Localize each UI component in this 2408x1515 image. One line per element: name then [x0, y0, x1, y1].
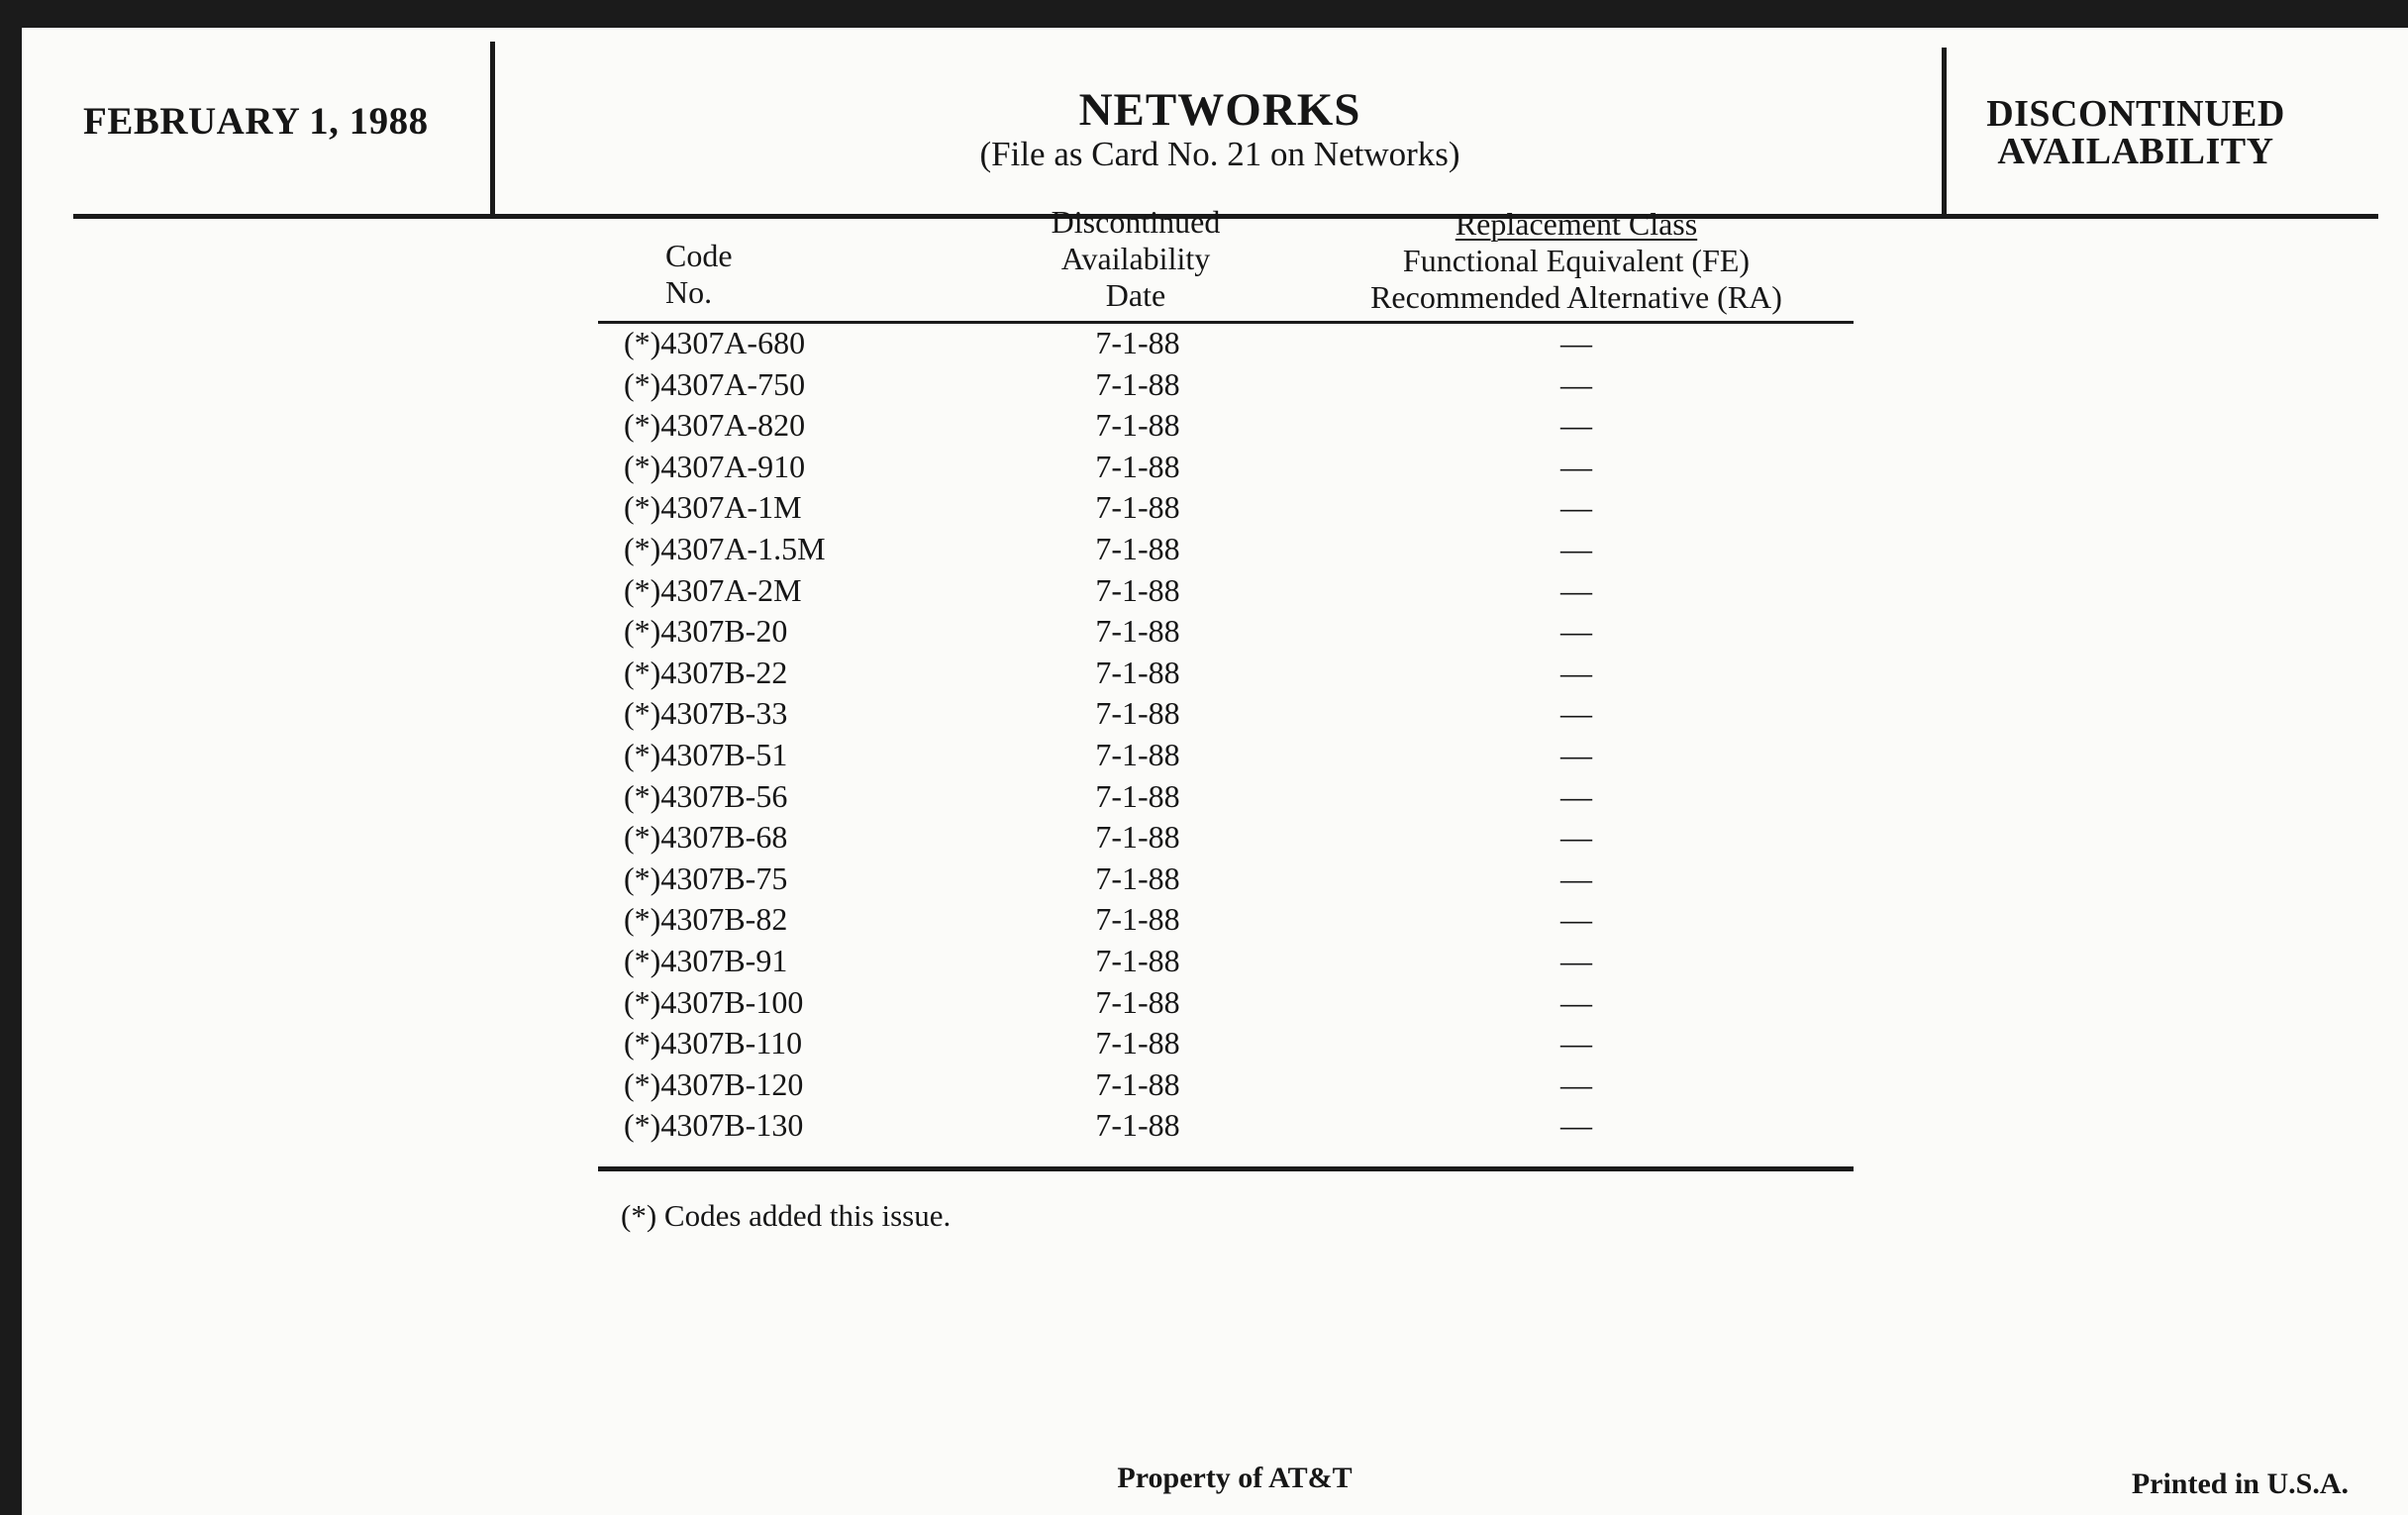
replacement-class: — [1560, 1065, 1592, 1102]
table-bottom-rule [598, 1166, 1854, 1171]
table-row [598, 694, 1854, 736]
replacement-class: — [1560, 777, 1592, 814]
column-header-code-line2: No. [665, 274, 713, 310]
replacement-class: — [1560, 448, 1592, 484]
replacement-class: — [1560, 942, 1592, 978]
discontinued-date: 7-1-88 [1095, 1025, 1180, 1061]
table-row [598, 324, 1854, 365]
replacement-class: — [1560, 365, 1592, 402]
replacement-class: — [1560, 983, 1592, 1020]
column-header-date-line3: Date [1105, 277, 1166, 313]
header-date: FEBRUARY 1, 1988 [83, 100, 429, 143]
replacement-class: — [1560, 571, 1592, 608]
code-number: (*)4307A-750 [624, 365, 806, 402]
column-header-code-line1: Code [665, 238, 733, 273]
discontinued-date: 7-1-88 [1095, 489, 1180, 526]
document-card [22, 28, 2408, 1515]
discontinued-date: 7-1-88 [1095, 859, 1180, 896]
column-header-replacement-line1: Replacement Class [1455, 206, 1698, 242]
header-divider-right [1942, 48, 1947, 218]
table-row [598, 448, 1854, 489]
code-number: (*)4307A-910 [624, 448, 806, 484]
discontinued-date: 7-1-88 [1095, 983, 1180, 1020]
code-number: (*)4307A-1.5M [624, 530, 826, 566]
discontinued-date: 7-1-88 [1095, 695, 1180, 732]
code-number: (*)4307B-75 [624, 859, 788, 896]
replacement-class: — [1560, 1107, 1592, 1144]
discontinued-date: 7-1-88 [1095, 365, 1180, 402]
table-row [598, 777, 1854, 819]
table-row [598, 1106, 1854, 1148]
replacement-class: — [1560, 489, 1592, 526]
column-header-date-line1: Discontinued [1051, 204, 1221, 240]
header-status-line1: DISCONTINUED [1986, 93, 2285, 135]
code-number: (*)4307B-110 [624, 1025, 803, 1061]
code-number: (*)4307B-20 [624, 613, 788, 650]
discontinued-date: 7-1-88 [1095, 407, 1180, 444]
column-header-date-line2: Availability [1060, 241, 1211, 276]
table-row [598, 654, 1854, 695]
table-row [598, 900, 1854, 942]
column-header-replacement-line3: Recommended Alternative (RA) [1370, 279, 1782, 315]
discontinued-date: 7-1-88 [1095, 1107, 1180, 1144]
page-title: NETWORKS [1078, 84, 1361, 136]
table-row [598, 571, 1854, 613]
header-status-line2: AVAILABILITY [1997, 131, 2274, 172]
table-body [598, 324, 1854, 1148]
discontinued-date: 7-1-88 [1095, 571, 1180, 608]
footnote: (*) Codes added this issue. [621, 1198, 952, 1233]
code-number: (*)4307B-22 [624, 654, 788, 690]
footer-property: Property of AT&T [1117, 1462, 1353, 1494]
table-row [598, 736, 1854, 777]
table-row [598, 859, 1854, 901]
code-number: (*)4307B-56 [624, 777, 788, 814]
replacement-class: — [1560, 736, 1592, 772]
table-row [598, 406, 1854, 448]
code-number: (*)4307A-2M [624, 571, 802, 608]
table-row [598, 1024, 1854, 1065]
code-number: (*)4307A-680 [624, 325, 806, 360]
discontinued-date: 7-1-88 [1095, 1065, 1180, 1102]
code-number: (*)4307B-91 [624, 942, 788, 978]
table-row [598, 530, 1854, 571]
replacement-class: — [1560, 407, 1592, 444]
code-number: (*)4307B-100 [624, 983, 804, 1020]
replacement-class: — [1560, 859, 1592, 896]
column-header-date [972, 204, 1299, 314]
code-number: (*)4307B-68 [624, 819, 788, 856]
table-row [598, 1065, 1854, 1107]
column-header-replacement [1299, 206, 1854, 316]
table-row [598, 612, 1854, 654]
discontinued-date: 7-1-88 [1095, 530, 1180, 566]
header-divider-left [490, 42, 495, 218]
header-title-block [497, 85, 1943, 174]
replacement-class: — [1560, 819, 1592, 856]
code-number: (*)4307B-130 [624, 1107, 804, 1144]
discontinued-date: 7-1-88 [1095, 901, 1180, 938]
discontinued-date: 7-1-88 [1095, 448, 1180, 484]
discontinued-date: 7-1-88 [1095, 942, 1180, 978]
replacement-class: — [1560, 325, 1592, 360]
code-number: (*)4307B-33 [624, 695, 788, 732]
replacement-class: — [1560, 654, 1592, 690]
column-header-code [665, 238, 923, 311]
replacement-class: — [1560, 613, 1592, 650]
replacement-class: — [1560, 901, 1592, 938]
discontinued-date: 7-1-88 [1095, 613, 1180, 650]
code-number: (*)4307B-82 [624, 901, 788, 938]
table-row [598, 818, 1854, 859]
header-status [1948, 95, 2324, 170]
table-row [598, 488, 1854, 530]
code-number: (*)4307B-51 [624, 736, 788, 772]
column-header-replacement-line2: Functional Equivalent (FE) [1402, 243, 1751, 278]
replacement-class: — [1560, 530, 1592, 566]
table-row [598, 942, 1854, 983]
table-row [598, 365, 1854, 407]
discontinued-date: 7-1-88 [1095, 777, 1180, 814]
table-row [598, 983, 1854, 1025]
discontinued-date: 7-1-88 [1095, 325, 1180, 360]
page-subtitle: (File as Card No. 21 on Networks) [979, 135, 1460, 173]
footer-printed: Printed in U.S.A. [2131, 1467, 2349, 1500]
code-number: (*)4307B-120 [624, 1065, 804, 1102]
replacement-class: — [1560, 695, 1592, 732]
code-number: (*)4307A-1M [624, 489, 802, 526]
discontinued-date: 7-1-88 [1095, 736, 1180, 772]
code-number: (*)4307A-820 [624, 407, 806, 444]
discontinued-date: 7-1-88 [1095, 654, 1180, 690]
discontinued-date: 7-1-88 [1095, 819, 1180, 856]
replacement-class: — [1560, 1025, 1592, 1061]
